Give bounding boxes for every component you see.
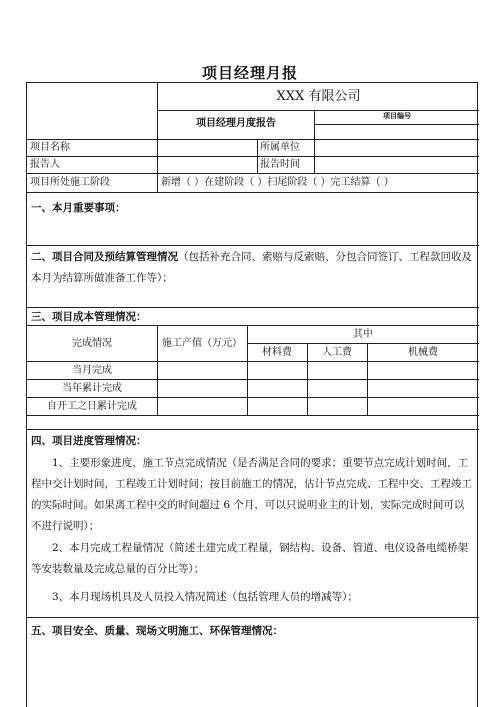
company-name: XXX 有限公司 xyxy=(276,89,361,104)
label-report-time: 报告时间 xyxy=(260,159,300,170)
stage-options: 新增（ ）在建阶段（ ）扫尾阶段（ ）完工结算（ ） xyxy=(161,177,394,188)
section-2-text xyxy=(31,247,473,289)
section-line xyxy=(27,617,479,618)
row-line xyxy=(27,192,479,193)
table-row-line xyxy=(27,379,479,380)
row-month: 当月完成 xyxy=(72,365,112,376)
label-stage: 项目所处施工阶段 xyxy=(30,177,110,188)
section-5-title: 五、项目安全、质量、现场文明施工、环保管理情况： xyxy=(31,625,283,637)
row-line xyxy=(27,156,479,157)
label-unit: 所属单位 xyxy=(260,142,300,153)
table-row-line xyxy=(27,361,479,362)
code-line xyxy=(314,124,479,125)
col-status: 完成情况 xyxy=(72,338,112,349)
section-3-title: 三、项目成本管理情况： xyxy=(31,311,147,323)
table-row-line xyxy=(27,397,479,398)
row-line xyxy=(27,139,479,140)
progress-item-1: 1、主要形象进度、施工节点完成情况（是否满足合同的要求；重要节点完成计划时间，工程中交计划时间，工程竣工计划时间；按目前施工的情况，估计节点完成、工程中交、工程竣工的实际时间。如果离工程中交的时间超过 6 个月，可以只说明业主的计划，实际完成时间可以不进行说明）； xyxy=(31,457,472,532)
section-4-title: 四、项目进度管理情况： xyxy=(31,435,147,447)
row-total: 自开工之日累计完成 xyxy=(47,401,137,412)
col-labor: 人工费 xyxy=(322,347,352,358)
section-line xyxy=(27,245,479,246)
col-among: 其中 xyxy=(353,329,373,340)
row-year: 当年累计完成 xyxy=(62,383,122,394)
report-name: 项目经理月度报告 xyxy=(196,118,276,129)
col-line xyxy=(314,139,315,173)
col-output: 施工产值（万元） xyxy=(162,338,242,349)
col-line xyxy=(257,139,258,173)
report-form xyxy=(26,82,478,707)
label-reporter: 报告人 xyxy=(30,159,60,170)
section-2-desc: （包括补充合同、索赔与反索赔、分包合同签订、工程款回收及本月为结算所做准备工作等）； xyxy=(31,251,472,284)
progress-item-2: 2、本月完成工程量情况（简述土建完成工程量，钢结构、设备、管道、电仪设备电缆桥架等安装数量及完成总量的百分比等）； xyxy=(31,542,469,575)
row-line xyxy=(27,173,479,174)
project-code-label: 项目编号 xyxy=(383,111,411,120)
section-1-title: 一、本月重要事项： xyxy=(31,202,126,214)
table-sub-line xyxy=(247,343,479,344)
table-top-line xyxy=(27,325,479,326)
label-project-name: 项目名称 xyxy=(30,142,70,153)
col-machinery: 机械费 xyxy=(408,347,438,358)
col-line xyxy=(157,139,158,192)
table-bottom-line xyxy=(27,415,479,416)
document-title: 项目经理月报 xyxy=(201,64,298,82)
col-material: 材料费 xyxy=(262,347,292,358)
section-2-title: 二、项目合同及预结算管理情况 xyxy=(31,251,178,263)
section-line xyxy=(27,429,479,430)
progress-item-3: 3、本月现场机具及人员投入情况简述（包括管理人员的增减等）； xyxy=(52,591,358,603)
